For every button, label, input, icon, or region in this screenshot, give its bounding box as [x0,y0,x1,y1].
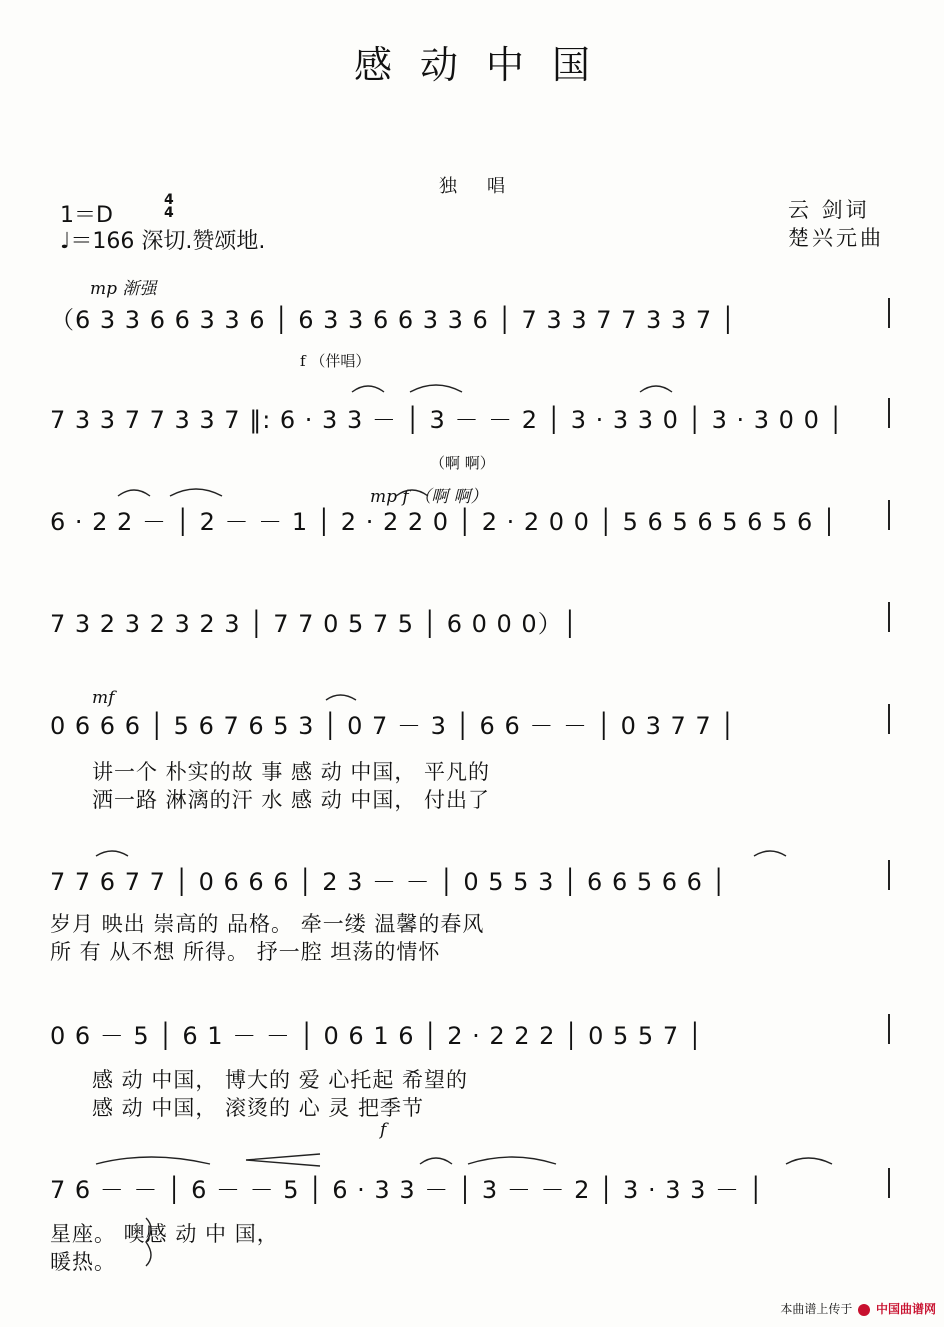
tempo-marking: ♩＝166 深切.赞颂地. [60,229,266,254]
line-6-notes: 7 7 6 7 7 │ 0 6 6 6 │ 2 3 － － │ 0 5 5 3 │ 6 6 5 6 6 │ [50,868,727,896]
line-5-lyrics-verse-1: 讲一个 朴实的故 事 感 动 中国， 平凡的 [92,760,491,784]
key-signature: 1＝D [60,203,113,228]
slur-12 [468,1157,556,1164]
slur-8 [96,851,128,856]
slur-4 [118,490,150,496]
line-5-marks: mf [92,688,115,708]
slur-7 [326,695,356,700]
line-2-marks: f （伴唱） [300,352,371,370]
line-8-lyrics-verse-1: 星座。 噢感 动 中 国， [50,1222,279,1246]
line-8-notes: 7 6 － － │ 6 － － 5 │ 6 · 3 3 － │ 3 － － 2 │ 3 · 3 3 － │ [50,1176,765,1204]
line-7-notes: 0 6 － 5 │ 6 1 － － │ 0 6 1 6 │ 2 · 2 2 2 │ 0 5 5 7 │ [50,1022,704,1050]
line-8-lyrics-verse-2: 暖热。 [50,1250,116,1274]
slur-10 [96,1157,210,1164]
footer-credit [780,1300,936,1317]
footer-prefix: 本曲谱上传于 [780,1302,853,1316]
performer-label: 独唱 [439,176,535,197]
line-6-lyrics-verse-1: 岁月 映出 崇高的 品格。 牵一缕 温馨的春风 [50,912,485,936]
slur-2 [410,385,462,392]
slur-1 [352,386,384,392]
slur-9 [754,851,786,856]
slur-5 [170,489,222,496]
site-logo-icon [858,1304,870,1316]
lyricist-credit: 云 剑词 [788,198,870,222]
line-1-notes: （6 3 3 6 6 3 3 6 │ 6 3 3 6 6 3 3 6 │ 7 3 3 7 7 3 3 7 │ [50,306,737,334]
line-5-lyrics-verse-2: 洒一路 淋漓的汗 水 感 动 中国， 付出了 [92,788,491,812]
time-signature-bottom: 4 [164,205,174,221]
line-1-marks: mp 渐强 [90,279,157,299]
line-3-marks: （啊 啊） [430,454,495,472]
slur-11 [420,1158,452,1164]
decrescendo-hairpin [246,1154,320,1166]
line-7-lyrics-verse-1: 感 动 中国， 博大的 爱 心托起 希望的 [92,1068,469,1092]
line-4-notes: 7 3 2 3 2 3 2 3 │ 7 7 0 5 7 5 │ 6 0 0 0）│ [50,610,579,638]
composer-credit: 楚兴元曲 [788,226,884,250]
slur-3 [640,386,672,392]
line-3-notes: 6 · 2 2 － │ 2 － － 1 │ 2 · 2 2 0 │ 2 · 2 0 0 │ 5 6 5 6 5 6 5 6 │ [50,508,838,536]
line-5-notes: 0 6 6 6 │ 5 6 7 6 5 3 │ 0 7 － 3 │ 6 6 － － │ 0 3 7 7 │ [50,712,736,740]
line-2-notes: 7 3 3 7 7 3 3 7 ‖: 6 · 3 3 － │ 3 － － 2 │ 3 · 3 3 0 │ 3 · 3 0 0 │ [50,406,844,434]
line-7-lyrics-verse-2: 感 动 中国， 滚烫的 心 灵 把季节 [92,1096,425,1120]
line-6-lyrics-verse-2: 所 有 从不想 所得。 抒一腔 坦荡的情怀 [50,940,441,964]
slur-13 [786,1158,832,1164]
verse-brace [146,1218,151,1266]
time-signature-top: 4 [164,192,174,208]
footer-brand-link[interactable]: 中国曲谱网 [875,1302,936,1316]
page-title: 感动中国 [353,43,618,87]
line-8-marks: f [380,1120,387,1140]
line-4-marks: mp f （啊 啊） [370,487,488,507]
slur-6 [396,490,428,496]
